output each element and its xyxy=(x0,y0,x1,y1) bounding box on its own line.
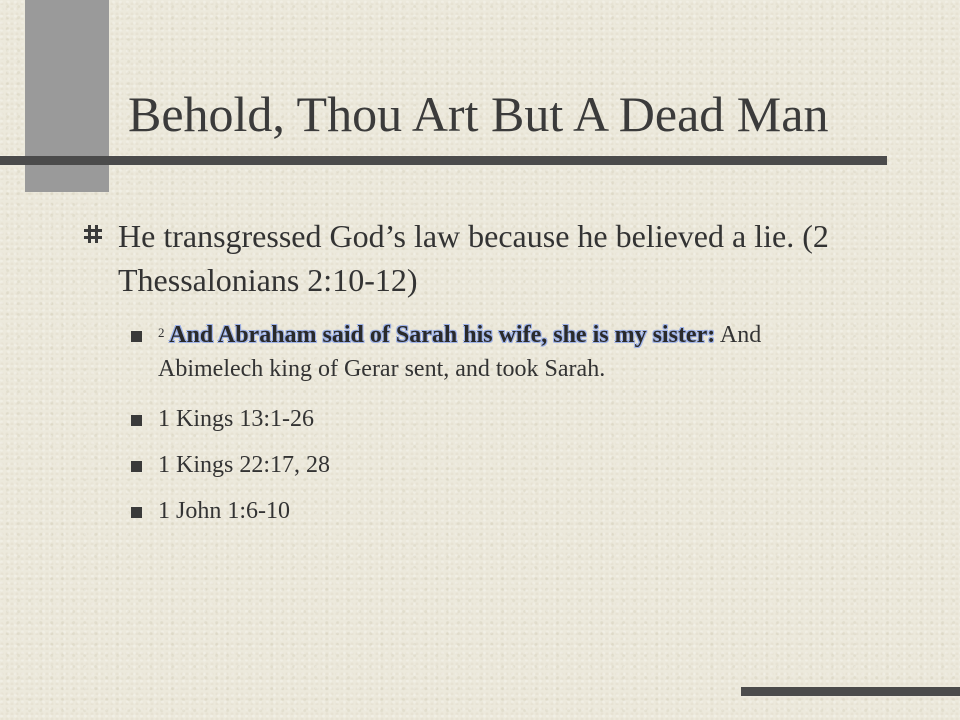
sub-bullet-ref xyxy=(158,494,858,528)
square-bullet-icon xyxy=(131,331,142,342)
square-bullet-icon xyxy=(131,507,142,518)
sub-bullet-verse xyxy=(158,318,858,386)
sub-bullet-ref xyxy=(158,448,858,482)
verse-number: 2 xyxy=(158,325,165,340)
scripture-reference: 1 Kings 13:1-26 xyxy=(158,406,314,432)
sub-bullet-ref xyxy=(158,402,858,436)
square-bullet-icon xyxy=(131,415,142,426)
verse-text: And Abimelech king of Gerar sent, and took Sarah. xyxy=(158,322,762,382)
scripture-reference: 1 Kings 22:17, 28 xyxy=(158,452,331,478)
scripture-reference: 1 John 1:6-10 xyxy=(158,498,290,524)
main-bullet-text: He transgressed God’s law because he believed a lie. (2 Thessalonians 2:10-12) xyxy=(118,218,829,298)
decorative-bottom-rule xyxy=(741,687,960,696)
slide-title: Behold, Thou Art But A Dead Man xyxy=(128,86,829,142)
sub-bullet-list xyxy=(158,318,858,528)
verse-highlight-text: And Abraham said of Sarah his wife, she is my sister: xyxy=(164,322,716,348)
decorative-title-rule xyxy=(0,156,887,165)
square-bullet-icon xyxy=(131,461,142,472)
hash-bullet-icon xyxy=(84,225,102,243)
